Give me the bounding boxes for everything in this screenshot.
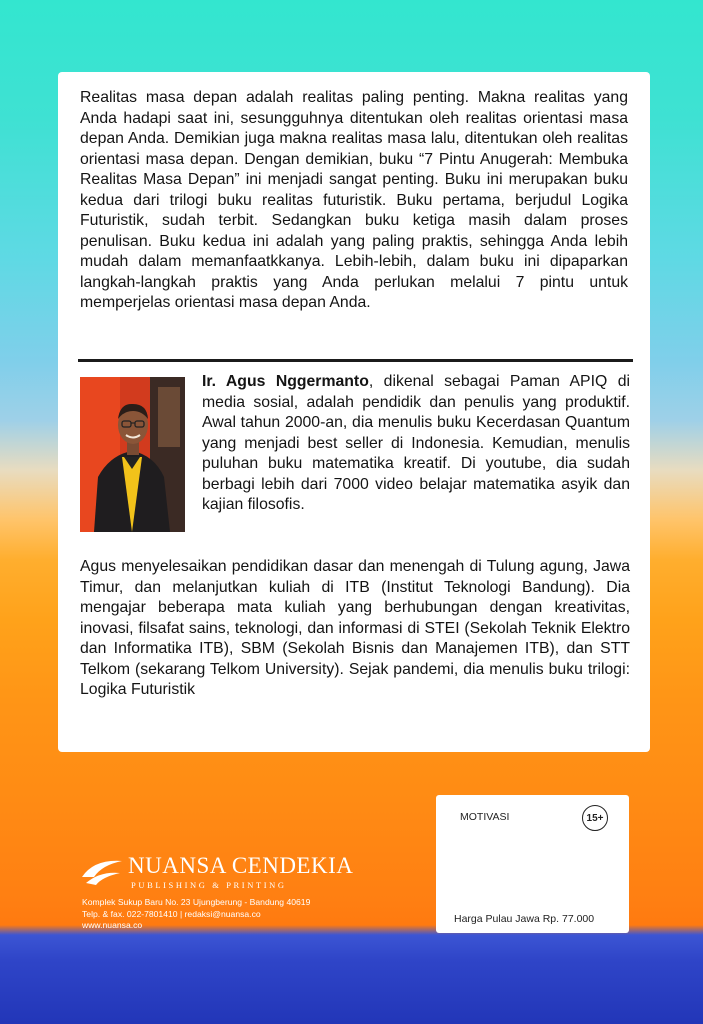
publisher-name: NUANSA CENDEKIA [128, 853, 354, 878]
blurb-paragraph: Realitas masa depan adalah realitas paling penting. Makna realitas yang Anda hadapi saat ini, sesungguhnya ditentukan oleh realitas orientasi masa depan Anda. Demikian juga makna realitas masa lalu, ditentukan oleh realitas orientasi masa depan. Dengan demikian, buku “7 Pintu Anugerah: Membuka Realitas Masa Depan” ini menjadi sangat penting. Buku ini merupakan buku kedua dari trilogi buku realitas futuristik. Buku pertama, berjudul Logika Futuristik, sudah terbit. Sedangkan buku ketiga masih dalam proses penulisan. Buku kedua ini adalah yang paling praktis, sehingga Anda lebih mudah dalam memanfaatkkanya. Lebih-lebih, dalam buku ini dipaparkan langkah-langkah praktis yang Anda perlukan melalui 7 pintu untuk memperjelas orientasi masa depan Anda. [80, 89, 628, 311]
author-bio-education: Agus menyelesaikan pendidikan dasar dan menengah di Tulung agung, Jawa Timur, dan melanjutkan kuliah di ITB (Institut Teknologi Bandung). Dia mengajar beberapa mata kuliah yang berhubungan dengan kreativitas, inovasi, filsafat sains, teknologi, dan informasi di STEI (Sekolah Teknik Elektro dan Informatika ITB), SBM (Sekolah Bisnis dan Manajemen ITB), dan STT Telkom (sekarang Telkom University). Sejak pandemi, dia menulis buku trilogi: Logika Futuristik [80, 558, 630, 698]
publisher-logo-icon [80, 855, 124, 889]
publisher-contact: Telp. & fax. 022-7801410 | redaksi@nuansa.co [82, 908, 261, 919]
author-portrait-image [80, 377, 185, 532]
genre-label: MOTIVASI [460, 811, 510, 823]
publisher-address: Komplek Sukup Baru No. 23 Ujungberung - Bandung 40619 [82, 897, 311, 907]
back-cover-text-card [58, 72, 650, 752]
author-bio-intro [202, 372, 630, 516]
publisher-tagline: PUBLISHING & PRINTING [131, 880, 287, 890]
publisher-website: www.nuansa.co [82, 920, 143, 930]
author-photo [80, 377, 185, 532]
age-rating-badge: 15+ [582, 805, 608, 831]
price-box [436, 795, 629, 933]
author-bio-intro-text: , dikenal sebagai Paman APIQ di media sosial, adalah pendidik dan penulis yang produktif. Awal tahun 2000-an, dia menulis buku Kecerdasan Quantum yang menjadi best seller di Indonesia. Kemudian, menulis puluhan buku matematika kreatif. Di youtube, dia sudah berbagi lebih dari 7000 video belajar matematika asyik dan kajian filosofis. [202, 373, 630, 513]
publisher-address-block [82, 897, 310, 932]
divider-rule [78, 359, 633, 362]
author-name: Ir. Agus Nggermanto [202, 373, 369, 390]
price-label: Harga Pulau Jawa Rp. 77.000 [454, 913, 595, 925]
